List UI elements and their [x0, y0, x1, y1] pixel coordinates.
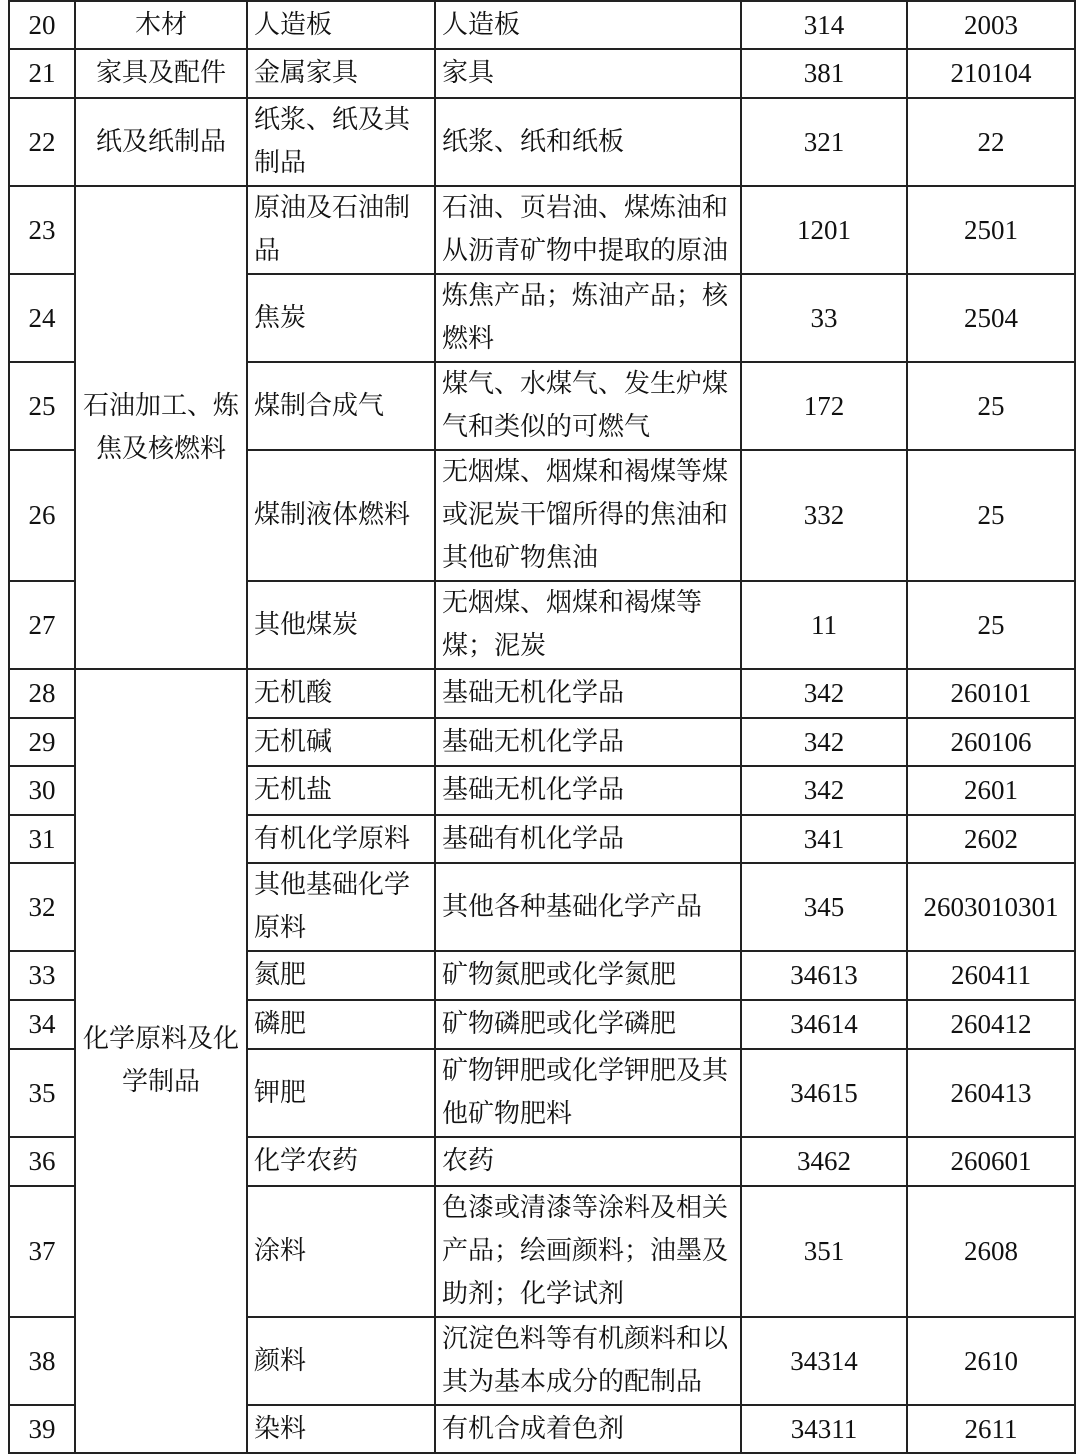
code1-cell: 314	[741, 1, 907, 49]
table-row	[9, 98, 1075, 186]
row-number: 35	[9, 1049, 75, 1137]
code2-cell: 25	[907, 581, 1075, 669]
description-cell: 家具	[435, 49, 741, 98]
code2-cell: 2003	[907, 1, 1075, 49]
code1-cell: 332	[741, 450, 907, 581]
code2-cell: 2602	[907, 815, 1075, 863]
product-name-cell: 化学农药	[247, 1137, 435, 1186]
code2-cell: 2611	[907, 1405, 1075, 1453]
product-name-cell: 其他煤炭	[247, 581, 435, 669]
code1-cell: 381	[741, 49, 907, 98]
description-cell: 沉淀色料等有机颜料和以其为基本成分的配制品	[435, 1317, 741, 1405]
description-cell: 纸浆、纸和纸板	[435, 98, 741, 186]
description-cell: 色漆或清漆等涂料及相关产品；绘画颜料；油墨及助剂；化学试剂	[435, 1186, 741, 1317]
product-name-cell: 涂料	[247, 1186, 435, 1317]
product-name-cell: 无机盐	[247, 766, 435, 815]
category-cell: 家具及配件	[75, 49, 247, 98]
row-number: 28	[9, 669, 75, 718]
product-name-cell: 煤制合成气	[247, 362, 435, 450]
code2-cell: 2504	[907, 274, 1075, 362]
code2-cell: 260106	[907, 718, 1075, 766]
row-number: 36	[9, 1137, 75, 1186]
code1-cell: 3462	[741, 1137, 907, 1186]
description-cell: 矿物氮肥或化学氮肥	[435, 951, 741, 1000]
product-name-cell: 染料	[247, 1405, 435, 1453]
category-cell: 石油加工、炼焦及核燃料	[75, 186, 247, 669]
row-number: 33	[9, 951, 75, 1000]
table-row	[9, 49, 1075, 98]
product-name-cell: 纸浆、纸及其制品	[247, 98, 435, 186]
description-cell: 煤气、水煤气、发生炉煤气和类似的可燃气	[435, 362, 741, 450]
product-classification-table	[8, 0, 1076, 1454]
code2-cell: 210104	[907, 49, 1075, 98]
product-name-cell: 无机碱	[247, 718, 435, 766]
product-name-cell: 磷肥	[247, 1000, 435, 1049]
table-row	[9, 186, 1075, 274]
code1-cell: 172	[741, 362, 907, 450]
code1-cell: 341	[741, 815, 907, 863]
description-cell: 其他各种基础化学产品	[435, 863, 741, 951]
product-name-cell: 氮肥	[247, 951, 435, 1000]
description-cell: 矿物磷肥或化学磷肥	[435, 1000, 741, 1049]
code2-cell: 260601	[907, 1137, 1075, 1186]
category-cell: 纸及纸制品	[75, 98, 247, 186]
product-name-cell: 颜料	[247, 1317, 435, 1405]
table-row	[9, 669, 1075, 718]
row-number: 39	[9, 1405, 75, 1453]
code2-cell: 2501	[907, 186, 1075, 274]
code1-cell: 33	[741, 274, 907, 362]
description-cell: 炼焦产品；炼油产品；核燃料	[435, 274, 741, 362]
code1-cell: 342	[741, 718, 907, 766]
code2-cell: 2610	[907, 1317, 1075, 1405]
code2-cell: 2608	[907, 1186, 1075, 1317]
description-cell: 石油、页岩油、煤炼油和从沥青矿物中提取的原油	[435, 186, 741, 274]
row-number: 21	[9, 49, 75, 98]
row-number: 37	[9, 1186, 75, 1317]
row-number: 32	[9, 863, 75, 951]
description-cell: 人造板	[435, 1, 741, 49]
category-cell: 木材	[75, 1, 247, 49]
description-cell: 基础无机化学品	[435, 766, 741, 815]
row-number: 29	[9, 718, 75, 766]
row-number: 26	[9, 450, 75, 581]
code2-cell: 2603010301	[907, 863, 1075, 951]
description-cell: 无烟煤、烟煤和褐煤等煤；泥炭	[435, 581, 741, 669]
product-name-cell: 煤制液体燃料	[247, 450, 435, 581]
product-name-cell: 其他基础化学原料	[247, 863, 435, 951]
row-number: 25	[9, 362, 75, 450]
description-cell: 无烟煤、烟煤和褐煤等煤或泥炭干馏所得的焦油和其他矿物焦油	[435, 450, 741, 581]
code1-cell: 342	[741, 669, 907, 718]
product-name-cell: 焦炭	[247, 274, 435, 362]
product-name-cell: 人造板	[247, 1, 435, 49]
code2-cell: 260411	[907, 951, 1075, 1000]
code1-cell: 342	[741, 766, 907, 815]
description-cell: 矿物钾肥或化学钾肥及其他矿物肥料	[435, 1049, 741, 1137]
code1-cell: 34613	[741, 951, 907, 1000]
code1-cell: 321	[741, 98, 907, 186]
code2-cell: 22	[907, 98, 1075, 186]
description-cell: 基础有机化学品	[435, 815, 741, 863]
row-number: 22	[9, 98, 75, 186]
table-row	[9, 1, 1075, 49]
code2-cell: 2601	[907, 766, 1075, 815]
code1-cell: 1201	[741, 186, 907, 274]
code2-cell: 260413	[907, 1049, 1075, 1137]
code2-cell: 25	[907, 362, 1075, 450]
row-number: 20	[9, 1, 75, 49]
code1-cell: 34311	[741, 1405, 907, 1453]
row-number: 38	[9, 1317, 75, 1405]
category-cell: 化学原料及化学制品	[75, 669, 247, 1453]
row-number: 30	[9, 766, 75, 815]
row-number: 23	[9, 186, 75, 274]
product-name-cell: 钾肥	[247, 1049, 435, 1137]
code1-cell: 11	[741, 581, 907, 669]
code1-cell: 34615	[741, 1049, 907, 1137]
product-name-cell: 有机化学原料	[247, 815, 435, 863]
description-cell: 农药	[435, 1137, 741, 1186]
row-number: 34	[9, 1000, 75, 1049]
code1-cell: 345	[741, 863, 907, 951]
code1-cell: 351	[741, 1186, 907, 1317]
code2-cell: 260412	[907, 1000, 1075, 1049]
code1-cell: 34614	[741, 1000, 907, 1049]
code1-cell: 34314	[741, 1317, 907, 1405]
description-cell: 基础无机化学品	[435, 669, 741, 718]
product-name-cell: 原油及石油制品	[247, 186, 435, 274]
row-number: 27	[9, 581, 75, 669]
code2-cell: 25	[907, 450, 1075, 581]
row-number: 24	[9, 274, 75, 362]
row-number: 31	[9, 815, 75, 863]
code2-cell: 260101	[907, 669, 1075, 718]
description-cell: 有机合成着色剂	[435, 1405, 741, 1453]
product-name-cell: 无机酸	[247, 669, 435, 718]
product-name-cell: 金属家具	[247, 49, 435, 98]
description-cell: 基础无机化学品	[435, 718, 741, 766]
